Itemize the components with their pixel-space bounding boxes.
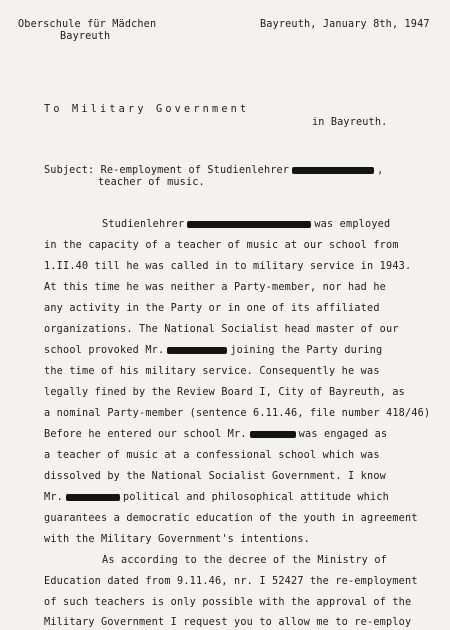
recipient-line2: in Bayreuth. xyxy=(312,117,388,128)
place-date: Bayreuth, January 8th, 1947 xyxy=(260,19,430,30)
body-line: legally fined by the Review Board I, City of Bayreuth, as xyxy=(44,387,406,398)
body-line: Military Government I request you to allow me to re-employ xyxy=(44,617,412,628)
subject-line2: teacher of music. xyxy=(98,177,205,188)
body-line: organizations. The National Socialist head master of our xyxy=(44,324,399,335)
school-city: Bayreuth xyxy=(60,31,111,42)
body-line: Studienlehrer was employed xyxy=(102,219,391,230)
body-line: a nominal Party-member (sentence 6.11.46, file number 418/46) xyxy=(44,408,431,419)
body-line: Before he entered our school Mr. was engaged as xyxy=(44,429,388,440)
body-line: Mr. political and philosophical attitude which xyxy=(44,492,390,503)
body-line: At this time he was neither a Party-member, nor had he xyxy=(44,282,387,293)
subject-label: Subject: xyxy=(44,165,95,176)
body-line: of such teachers is only possible with the approval of the xyxy=(44,597,412,608)
body-line: guarantees a democratic education of the youth in agreement xyxy=(44,513,418,524)
redacted-name xyxy=(292,167,374,174)
redacted-name xyxy=(167,347,227,354)
school-name: Oberschule für Mädchen xyxy=(18,19,157,30)
body-line: school provoked Mr. joining the Party during xyxy=(44,345,383,356)
body-line: 1.II.40 till he was called in to military service in 1943. xyxy=(44,261,412,272)
subject-line1: Subject: Re-employment of Studienlehrer , xyxy=(44,165,384,176)
body-line: in the capacity of a teacher of music at our school from xyxy=(44,240,399,251)
body-line: the time of his military service. Consequently he was xyxy=(44,366,380,377)
body-line: with the Military Government's intentions. xyxy=(44,534,311,545)
body-line: dissolved by the National Socialist Government. I know xyxy=(44,471,387,482)
recipient-line1: To Military Government xyxy=(44,104,250,115)
body-line: Education dated from 9.11.46, nr. I 52427 the re-employment xyxy=(44,576,418,587)
redacted-name xyxy=(187,221,311,228)
body-line: As according to the decree of the Ministry of xyxy=(102,555,388,566)
body-line: any activity in the Party or in one of its affiliated xyxy=(44,303,380,314)
body-line: a teacher of music at a confessional school which was xyxy=(44,450,380,461)
subject-text: Re-employment of Studienlehrer xyxy=(100,165,290,176)
redacted-name xyxy=(66,494,120,501)
redacted-name xyxy=(250,431,296,438)
